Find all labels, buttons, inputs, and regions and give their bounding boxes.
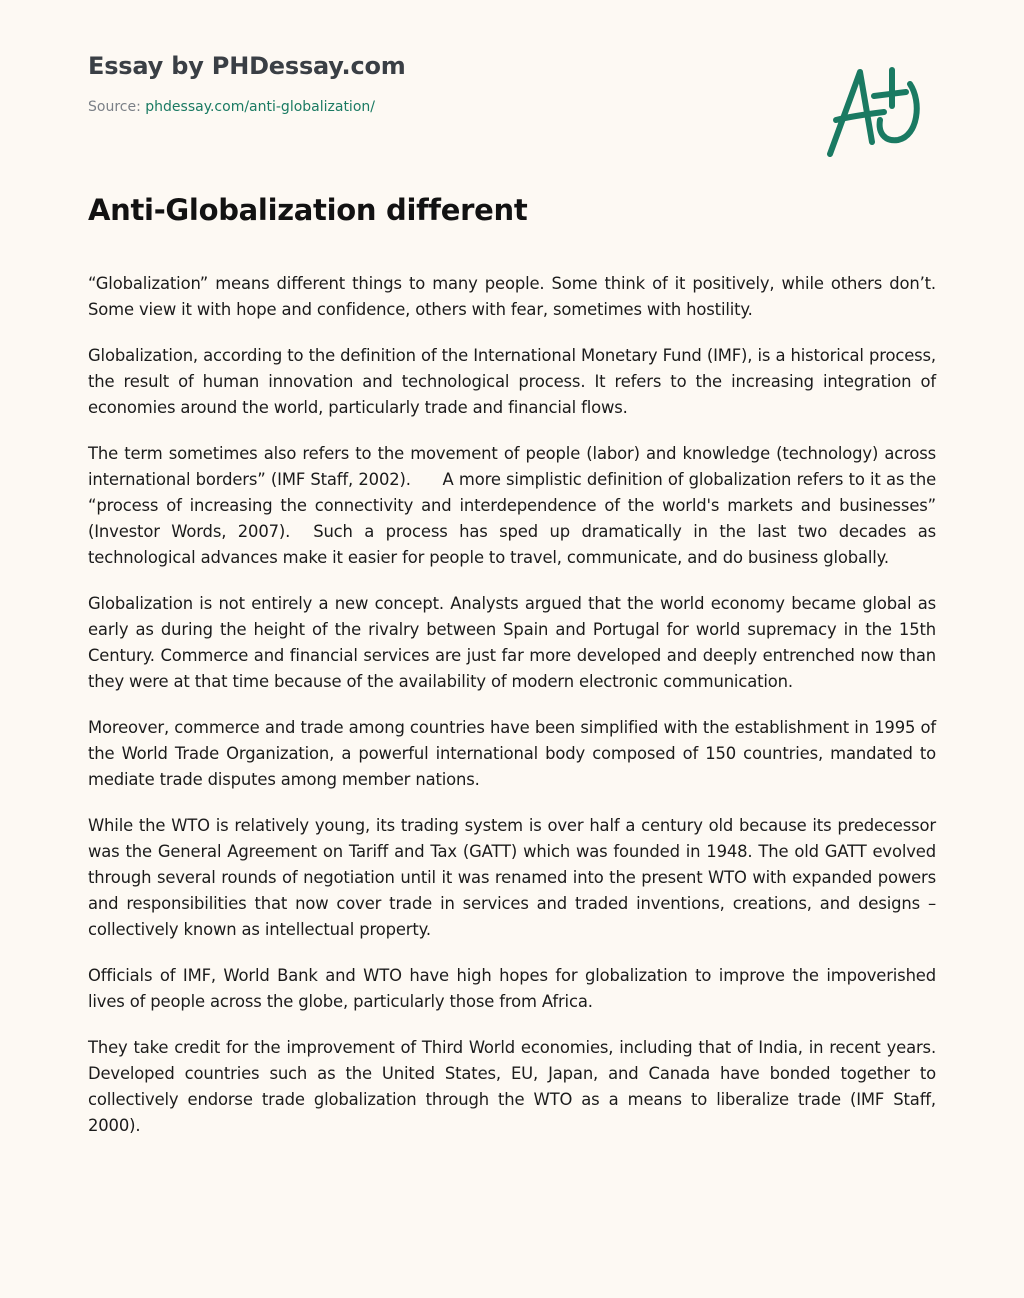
essay-paragraph: Moreover, commerce and trade among countries have been simplified with the establishment in 1995 of the World Trade Organization, a powerful international body composed of 150 countries, mandated to mediate trade disputes among member nations. (88, 718, 936, 789)
essay-paragraph: The term sometimes also refers to the movement of people (labor) and knowledge (technology) across international borders” (IMF Staff, 2002). A more simplistic definition of globalization refers to it as the “process of increasing the connectivity and interdependence of the world's markets and businesses” (Investor Words, 2007). Such a process has sped up dramatically in the last two decades as technological advances make it easier for people to travel, communicate, and do business globally. (88, 444, 942, 567)
essay-paragraph: “Globalization” means different things to many people. Some think of it positively, while others don’t. Some view it with hope and confidence, others with fear, sometimes with hostility. (88, 274, 936, 319)
source-label: Source: (88, 99, 141, 115)
essay-paragraph: Globalization, according to the definition of the International Monetary Fund (IMF), is a historical process, the result of human innovation and technological process. It refers to the increasing integration of economies around the world, particularly trade and financial flows. (88, 346, 936, 417)
essay-paragraph: While the WTO is relatively young, its trading system is over half a century old because its predecessor was the General Agreement on Tariff and Tax (GATT) which was founded in 1948. The old GATT evolved through several rounds of negotiation until it was renamed into the present WTO with expanded powers and responsibilities that now cover trade in services and traded inventions, creations, and designs – collectively known as intellectual property. (88, 816, 936, 939)
page-header (88, 48, 406, 116)
essay-paragraph: Officials of IMF, World Bank and WTO have high hopes for globalization to improve the impoverished lives of people across the globe, particularly those from Africa. (88, 966, 936, 1011)
essay-title: Anti-Globalization different (88, 193, 528, 227)
a-plus-grade-icon (822, 62, 932, 162)
source-link[interactable]: phdessay.com/anti-globalization/ (145, 99, 375, 115)
essay-paragraph: They take credit for the improvement of Third World economies, including that of India, in recent years. Developed countries such as the United States, EU, Japan, and Canada have bonded together to collectively endorse trade globalization through the WTO as a means to liberalize trade (IMF Staff, 2000). (88, 1038, 936, 1135)
brand-title: Essay by PHDessay.com (88, 52, 406, 80)
source-line (88, 98, 406, 116)
essay-paragraph: Globalization is not entirely a new concept. Analysts argued that the world economy became global as early as during the height of the rivalry between Spain and Portugal for world supremacy in the 15th Century. Commerce and financial services are just far more developed and deeply entrenched now than they were at that time because of the availability of modern electronic communication. (88, 594, 936, 691)
essay-body (88, 271, 942, 1159)
